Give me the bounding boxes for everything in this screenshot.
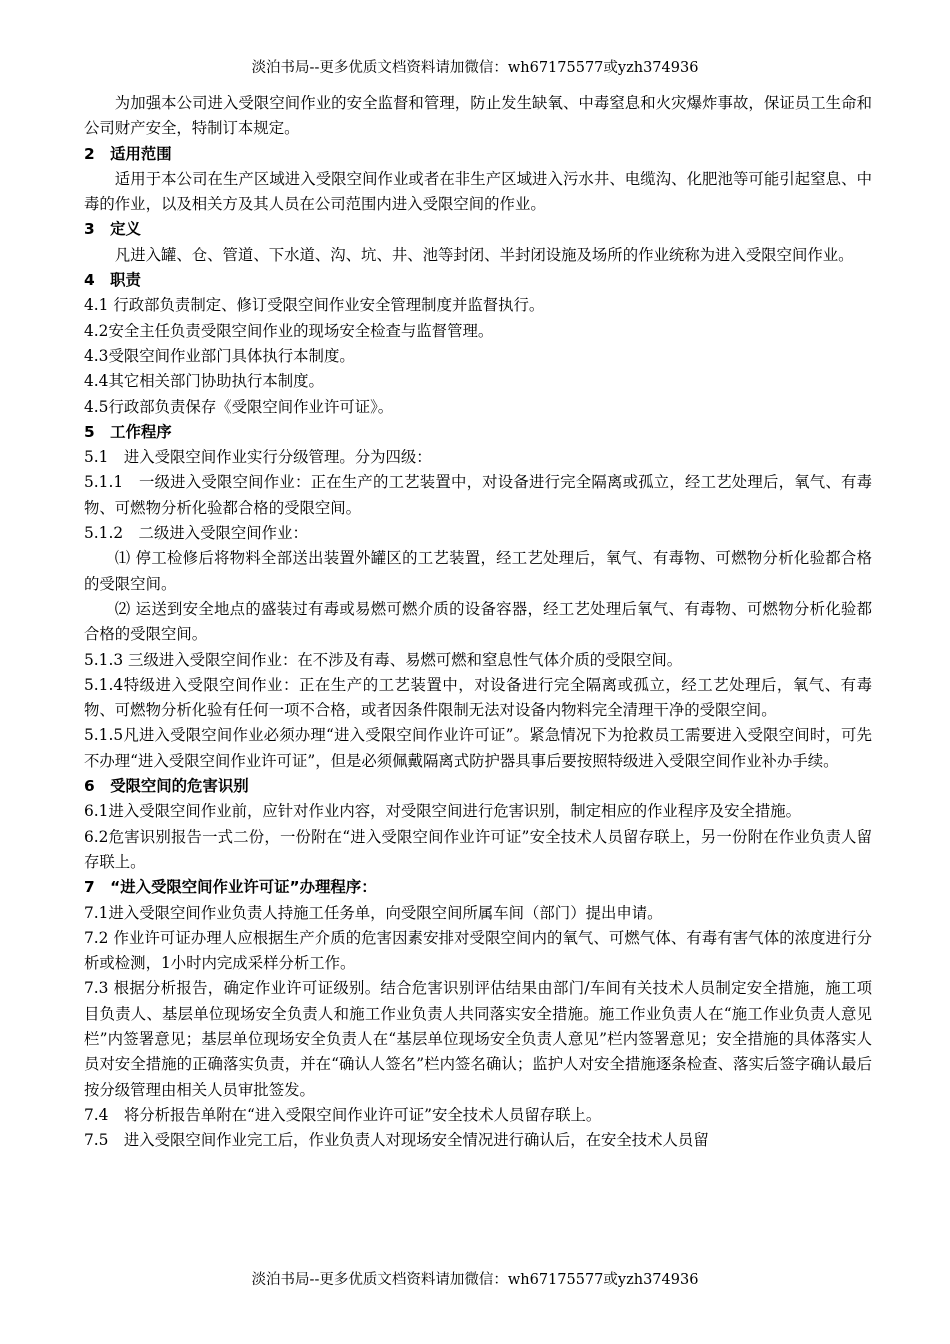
section-heading: 6 受限空间的危害识别 bbox=[84, 777, 249, 796]
paragraph: 4.3受限空间作业部门具体执行本制度。 bbox=[84, 346, 355, 365]
document-body bbox=[84, 91, 872, 1153]
paragraph: 4.1 行政部负责制定、修订受限空间作业安全管理制度并监督执行。 bbox=[84, 296, 545, 315]
paragraph: 5.1.2 二级进入受限空间作业： bbox=[84, 524, 308, 543]
paragraph: 5.1.3 三级进入受限空间作业：在不涉及有毒、易燃可燃和窒息性气体介质的受限空间。 bbox=[84, 650, 683, 669]
paragraph: 7.1进入受限空间作业负责人持施工任务单，向受限空间所属车间（部门）提出申请。 bbox=[84, 903, 663, 922]
section-heading: 7 “进入受限空间作业许可证”办理程序： bbox=[84, 878, 377, 897]
paragraph: 6.2危害识别报告一式二份，一份附在“进入受限空间作业许可证”安全技术人员留存联上，另一份附在作业负责人留存联上。 bbox=[84, 827, 872, 871]
page-footer: 淡泊书局--更多优质文档资料请加微信：wh67175577或yzh374936 bbox=[251, 1272, 699, 1288]
paragraph: 适用于本公司在生产区域进入受限空间作业或者在非生产区域进入污水井、电缆沟、化肥池等可能引起窒息、中毒的作业，以及相关方及其人员在公司范围内进入受限空间的作业。 bbox=[84, 169, 872, 214]
paragraph: ⑵ 运送到安全地点的盛装过有毒或易燃可燃介质的设备容器，经工艺处理后氧气、有毒物、可燃物分析化验都合格的受限空间。 bbox=[84, 599, 872, 644]
paragraph: 5.1.5凡进入受限空间作业必须办理“进入受限空间作业许可证”。紧急情况下为抢救员工需要进入受限空间时，可先不办理“进入受限空间作业许可证”，但是必须佩戴隔离式防护器具事后要按照特级进入受限空间作业补办手续。 bbox=[84, 726, 872, 770]
paragraph: 7.2 作业许可证办理人应根据生产介质的危害因素安排对受限空间内的氧气、可燃气体、有毒有害气体的浓度进行分析或检测，1小时内完成采样分析工作。 bbox=[84, 928, 872, 973]
section-heading: 4 职责 bbox=[84, 271, 141, 290]
paragraph: 5.1 进入受限空间作业实行分级管理。分为四级： bbox=[84, 448, 432, 467]
paragraph: 7.4 将分析报告单附在“进入受限空间作业许可证”安全技术人员留存联上。 bbox=[84, 1105, 602, 1124]
section-heading: 5 工作程序 bbox=[84, 422, 172, 441]
section-heading: 2 适用范围 bbox=[84, 144, 172, 163]
paragraph: 5.1.1 一级进入受限空间作业：正在生产的工艺装置中，对设备进行完全隔离或孤立，经工艺处理后，氧气、有毒物、可燃物分析化验都合格的受限空间。 bbox=[84, 473, 872, 517]
paragraph: 4.4其它相关部门协助执行本制度。 bbox=[84, 372, 324, 391]
paragraph: 7.5 进入受限空间作业完工后，作业负责人对现场安全情况进行确认后，在安全技术人员留 bbox=[84, 1131, 709, 1150]
paragraph: 5.1.4特级进入受限空间作业：正在生产的工艺装置中，对设备进行完全隔离或孤立，经工艺处理后，氧气、有毒物、可燃物分析化验有任何一项不合格，或者因条件限制无法对设备内物料完全清理干净的受限空间。 bbox=[84, 675, 872, 720]
paragraph: 7.3 根据分析报告，确定作业许可证级别。结合危害识别评估结果由部门/车间有关技术人员制定安全措施，施工项目负责人、基层单位现场安全负责人和施工作业负责人共同落实安全措施。施工作业负责人在“施工作业负责人意见栏”内签署意见；基层单位现场安全负责人在“基层单位现场安全负责人意见”栏内签署意见；安全措施的具体落实人员对安全措施的正确落实负责，并在“确认人签名”栏内签名确认；监护人对安全措施逐条检查、落实后签字确认最后按分级管理由相关人员审批签发。 bbox=[84, 979, 872, 1099]
intro-paragraph: 为加强本公司进入受限空间作业的安全监督和管理，防止发生缺氧、中毒窒息和火灾爆炸事故，保证员工生命和公司财产安全，特制订本规定。 bbox=[84, 94, 872, 138]
paragraph: 6.1进入受限空间作业前，应针对作业内容，对受限空间进行危害识别，制定相应的作业程序及安全措施。 bbox=[84, 802, 802, 821]
paragraph: 4.2安全主任负责受限空间作业的现场安全检查与监督管理。 bbox=[84, 321, 494, 340]
paragraph: 4.5行政部负责保存《受限空间作业许可证》。 bbox=[84, 397, 394, 416]
paragraph: ⑴ 停工检修后将物料全部送出装置外罐区的工艺装置，经工艺处理后，氧气、有毒物、可燃物分析化验都合格的受限空间。 bbox=[84, 549, 872, 593]
page-header: 淡泊书局--更多优质文档资料请加微信：wh67175577或yzh374936 bbox=[251, 60, 699, 76]
paragraph: 凡进入罐、仓、管道、下水道、沟、坑、井、池等封闭、半封闭设施及场所的作业统称为进入受限空间作业。 bbox=[114, 245, 854, 264]
section-heading: 3 定义 bbox=[84, 220, 141, 239]
